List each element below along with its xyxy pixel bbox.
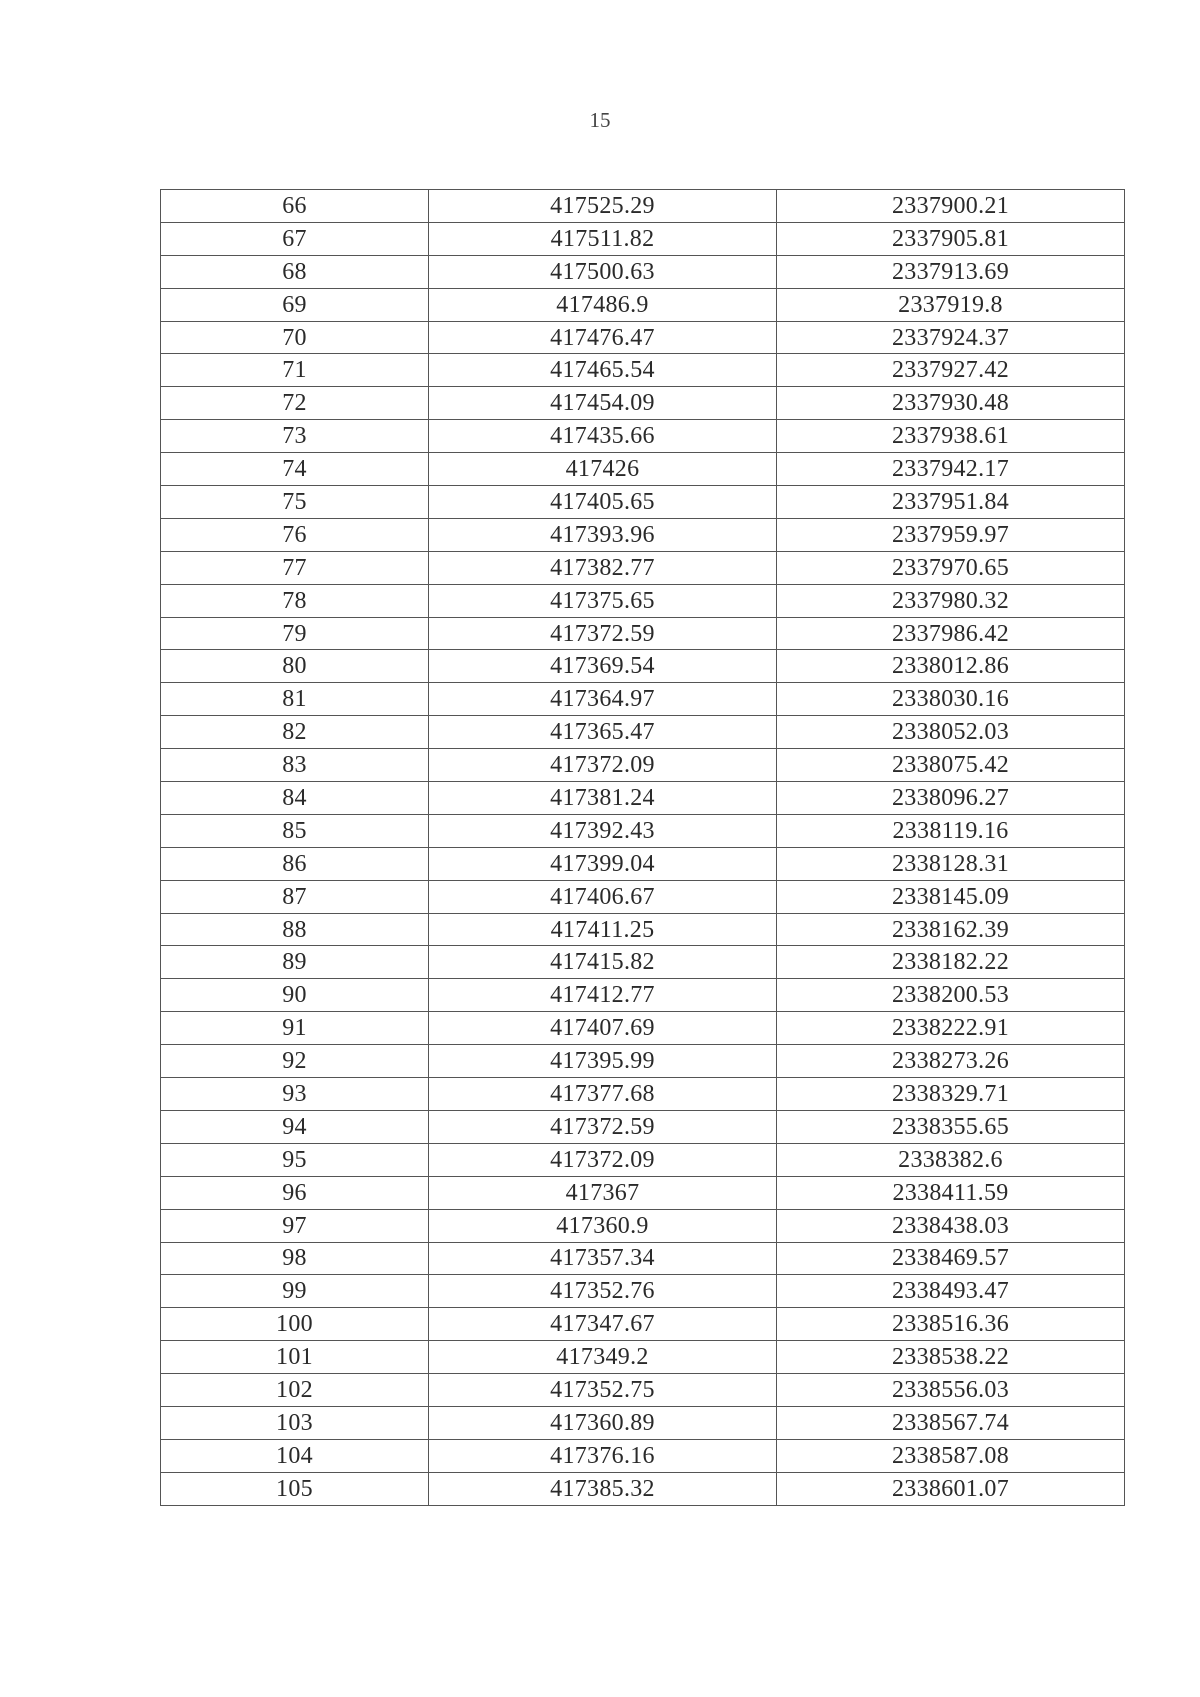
point-number-cell: 73: [161, 420, 429, 453]
table-row: [161, 387, 1125, 420]
coordinate-table: [160, 189, 1125, 1506]
x-coordinate-cell: 417525.29: [429, 190, 777, 223]
x-coordinate-cell: 417405.65: [429, 486, 777, 519]
x-coordinate-cell: 417372.09: [429, 1143, 777, 1176]
y-coordinate-cell: 2338052.03: [777, 716, 1125, 749]
y-coordinate-cell: 2338601.07: [777, 1472, 1125, 1505]
x-coordinate-cell: 417399.04: [429, 847, 777, 880]
point-number-cell: 72: [161, 387, 429, 420]
table-row: [161, 288, 1125, 321]
point-number-cell: 76: [161, 518, 429, 551]
point-number-cell: 95: [161, 1143, 429, 1176]
table-row: [161, 847, 1125, 880]
coordinate-table-body: [161, 190, 1125, 1506]
table-row: [161, 1176, 1125, 1209]
x-coordinate-cell: 417385.32: [429, 1472, 777, 1505]
table-row: [161, 683, 1125, 716]
point-number-cell: 102: [161, 1374, 429, 1407]
y-coordinate-cell: 2338538.22: [777, 1341, 1125, 1374]
point-number-cell: 69: [161, 288, 429, 321]
y-coordinate-cell: 2337938.61: [777, 420, 1125, 453]
point-number-cell: 98: [161, 1242, 429, 1275]
table-row: [161, 782, 1125, 815]
point-number-cell: 75: [161, 486, 429, 519]
x-coordinate-cell: 417511.82: [429, 222, 777, 255]
point-number-cell: 94: [161, 1110, 429, 1143]
point-number-cell: 99: [161, 1275, 429, 1308]
y-coordinate-cell: 2337930.48: [777, 387, 1125, 420]
table-row: [161, 551, 1125, 584]
y-coordinate-cell: 2338222.91: [777, 1012, 1125, 1045]
table-row: [161, 1275, 1125, 1308]
y-coordinate-cell: 2337905.81: [777, 222, 1125, 255]
y-coordinate-cell: 2338382.6: [777, 1143, 1125, 1176]
y-coordinate-cell: 2338030.16: [777, 683, 1125, 716]
y-coordinate-cell: 2338119.16: [777, 814, 1125, 847]
x-coordinate-cell: 417357.34: [429, 1242, 777, 1275]
table-row: [161, 1439, 1125, 1472]
x-coordinate-cell: 417411.25: [429, 913, 777, 946]
table-row: [161, 486, 1125, 519]
y-coordinate-cell: 2337927.42: [777, 354, 1125, 387]
y-coordinate-cell: 2338012.86: [777, 650, 1125, 683]
x-coordinate-cell: 417465.54: [429, 354, 777, 387]
y-coordinate-cell: 2338556.03: [777, 1374, 1125, 1407]
x-coordinate-cell: 417392.43: [429, 814, 777, 847]
x-coordinate-cell: 417352.75: [429, 1374, 777, 1407]
x-coordinate-cell: 417454.09: [429, 387, 777, 420]
point-number-cell: 78: [161, 584, 429, 617]
x-coordinate-cell: 417349.2: [429, 1341, 777, 1374]
y-coordinate-cell: 2338438.03: [777, 1209, 1125, 1242]
point-number-cell: 88: [161, 913, 429, 946]
y-coordinate-cell: 2337980.32: [777, 584, 1125, 617]
y-coordinate-cell: 2338145.09: [777, 880, 1125, 913]
x-coordinate-cell: 417376.16: [429, 1439, 777, 1472]
point-number-cell: 67: [161, 222, 429, 255]
x-coordinate-cell: 417435.66: [429, 420, 777, 453]
y-coordinate-cell: 2338162.39: [777, 913, 1125, 946]
table-row: [161, 1308, 1125, 1341]
y-coordinate-cell: 2338329.71: [777, 1078, 1125, 1111]
x-coordinate-cell: 417352.76: [429, 1275, 777, 1308]
point-number-cell: 97: [161, 1209, 429, 1242]
point-number-cell: 66: [161, 190, 429, 223]
point-number-cell: 96: [161, 1176, 429, 1209]
y-coordinate-cell: 2337986.42: [777, 617, 1125, 650]
x-coordinate-cell: 417360.9: [429, 1209, 777, 1242]
x-coordinate-cell: 417406.67: [429, 880, 777, 913]
table-row: [161, 946, 1125, 979]
point-number-cell: 80: [161, 650, 429, 683]
table-row: [161, 1472, 1125, 1505]
table-row: [161, 255, 1125, 288]
table-row: [161, 1078, 1125, 1111]
table-row: [161, 880, 1125, 913]
x-coordinate-cell: 417377.68: [429, 1078, 777, 1111]
y-coordinate-cell: 2337913.69: [777, 255, 1125, 288]
table-row: [161, 1374, 1125, 1407]
table-row: [161, 716, 1125, 749]
table-row: [161, 1406, 1125, 1439]
y-coordinate-cell: 2337951.84: [777, 486, 1125, 519]
x-coordinate-cell: 417364.97: [429, 683, 777, 716]
table-row: [161, 1242, 1125, 1275]
point-number-cell: 68: [161, 255, 429, 288]
y-coordinate-cell: 2338493.47: [777, 1275, 1125, 1308]
point-number-cell: 70: [161, 321, 429, 354]
y-coordinate-cell: 2338411.59: [777, 1176, 1125, 1209]
x-coordinate-cell: 417365.47: [429, 716, 777, 749]
point-number-cell: 105: [161, 1472, 429, 1505]
point-number-cell: 93: [161, 1078, 429, 1111]
table-row: [161, 1209, 1125, 1242]
point-number-cell: 92: [161, 1045, 429, 1078]
table-row: [161, 617, 1125, 650]
x-coordinate-cell: 417372.59: [429, 617, 777, 650]
y-coordinate-cell: 2337900.21: [777, 190, 1125, 223]
x-coordinate-cell: 417426: [429, 453, 777, 486]
y-coordinate-cell: 2337942.17: [777, 453, 1125, 486]
table-row: [161, 1110, 1125, 1143]
x-coordinate-cell: 417500.63: [429, 255, 777, 288]
x-coordinate-cell: 417367: [429, 1176, 777, 1209]
table-row: [161, 584, 1125, 617]
point-number-cell: 83: [161, 749, 429, 782]
x-coordinate-cell: 417393.96: [429, 518, 777, 551]
point-number-cell: 77: [161, 551, 429, 584]
point-number-cell: 79: [161, 617, 429, 650]
table-row: [161, 1045, 1125, 1078]
y-coordinate-cell: 2338469.57: [777, 1242, 1125, 1275]
table-row: [161, 814, 1125, 847]
point-number-cell: 87: [161, 880, 429, 913]
table-row: [161, 1341, 1125, 1374]
x-coordinate-cell: 417382.77: [429, 551, 777, 584]
y-coordinate-cell: 2337959.97: [777, 518, 1125, 551]
point-number-cell: 103: [161, 1406, 429, 1439]
table-row: [161, 518, 1125, 551]
x-coordinate-cell: 417412.77: [429, 979, 777, 1012]
x-coordinate-cell: 417360.89: [429, 1406, 777, 1439]
table-row: [161, 222, 1125, 255]
y-coordinate-cell: 2337970.65: [777, 551, 1125, 584]
point-number-cell: 104: [161, 1439, 429, 1472]
y-coordinate-cell: 2338516.36: [777, 1308, 1125, 1341]
table-row: [161, 190, 1125, 223]
point-number-cell: 89: [161, 946, 429, 979]
y-coordinate-cell: 2338182.22: [777, 946, 1125, 979]
y-coordinate-cell: 2338096.27: [777, 782, 1125, 815]
y-coordinate-cell: 2338587.08: [777, 1439, 1125, 1472]
y-coordinate-cell: 2338075.42: [777, 749, 1125, 782]
point-number-cell: 101: [161, 1341, 429, 1374]
table-row: [161, 979, 1125, 1012]
x-coordinate-cell: 417407.69: [429, 1012, 777, 1045]
point-number-cell: 91: [161, 1012, 429, 1045]
point-number-cell: 84: [161, 782, 429, 815]
y-coordinate-cell: 2338355.65: [777, 1110, 1125, 1143]
point-number-cell: 82: [161, 716, 429, 749]
point-number-cell: 71: [161, 354, 429, 387]
table-row: [161, 354, 1125, 387]
table-row: [161, 453, 1125, 486]
point-number-cell: 74: [161, 453, 429, 486]
point-number-cell: 81: [161, 683, 429, 716]
x-coordinate-cell: 417347.67: [429, 1308, 777, 1341]
point-number-cell: 100: [161, 1308, 429, 1341]
y-coordinate-cell: 2338273.26: [777, 1045, 1125, 1078]
y-coordinate-cell: 2338128.31: [777, 847, 1125, 880]
x-coordinate-cell: 417372.09: [429, 749, 777, 782]
table-row: [161, 749, 1125, 782]
y-coordinate-cell: 2338200.53: [777, 979, 1125, 1012]
point-number-cell: 86: [161, 847, 429, 880]
x-coordinate-cell: 417476.47: [429, 321, 777, 354]
x-coordinate-cell: 417486.9: [429, 288, 777, 321]
table-row: [161, 420, 1125, 453]
table-row: [161, 321, 1125, 354]
page-number: 15: [589, 108, 611, 132]
y-coordinate-cell: 2337924.37: [777, 321, 1125, 354]
x-coordinate-cell: 417381.24: [429, 782, 777, 815]
x-coordinate-cell: 417369.54: [429, 650, 777, 683]
table-row: [161, 1012, 1125, 1045]
y-coordinate-cell: 2337919.8: [777, 288, 1125, 321]
point-number-cell: 90: [161, 979, 429, 1012]
x-coordinate-cell: 417395.99: [429, 1045, 777, 1078]
x-coordinate-cell: 417375.65: [429, 584, 777, 617]
table-row: [161, 1143, 1125, 1176]
x-coordinate-cell: 417415.82: [429, 946, 777, 979]
point-number-cell: 85: [161, 814, 429, 847]
y-coordinate-cell: 2338567.74: [777, 1406, 1125, 1439]
x-coordinate-cell: 417372.59: [429, 1110, 777, 1143]
table-row: [161, 913, 1125, 946]
table-row: [161, 650, 1125, 683]
